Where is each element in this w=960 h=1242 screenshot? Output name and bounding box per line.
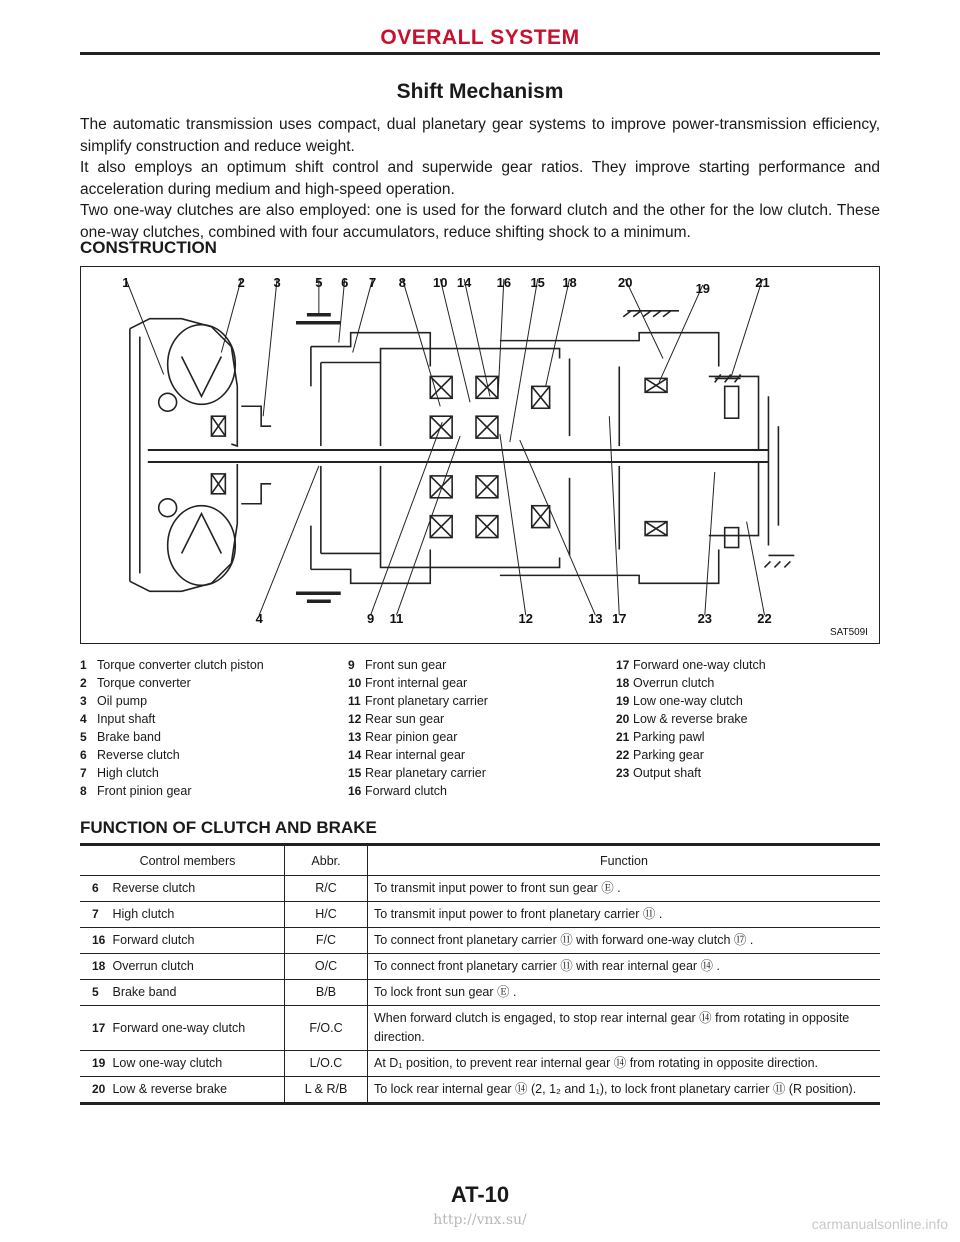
member-cell: 7 High clutch [80,902,285,928]
callout-8: 8 [398,274,407,290]
table-header-row [80,845,880,876]
transmission-cutaway-svg [81,267,879,643]
intro-paragraph: It also employs an optimum shift control and superwide gear ratios. They improve starting performance and acceleration during medium and high-speed operation. [80,159,880,198]
legend-item: 2 Torque converter [80,676,191,690]
column-header: Function [368,845,881,876]
legend-item: 7 High clutch [80,766,159,780]
callout-18: 18 [562,274,577,290]
member-cell: 16 Forward clutch [80,928,285,954]
intro-paragraph: The automatic transmission uses compact, dual planetary gear systems to improve power-transmission efficiency, simplify construction and reduce weight. [80,116,880,155]
table-row [80,1077,880,1104]
callout-2: 2 [237,274,245,290]
function-cell: To connect front planetary carrier ⑪ with forward one-way clutch ⑰ . [368,928,881,954]
callout-4: 4 [255,611,263,627]
abbr-cell: R/C [285,876,368,902]
diagram-code: SAT509I [829,627,868,639]
function-cell: When forward clutch is engaged, to stop rear internal gear ⑭ from rotating in opposite direction. [368,1006,881,1051]
legend-item: 11 Front planetary carrier [348,694,488,708]
function-cell: To transmit input power to front sun gear Ⓔ . [368,876,881,902]
function-cell: At D₁ position, to prevent rear internal gear ⑭ from rotating in opposite direction. [368,1051,881,1077]
legend-item: 17 Forward one-way clutch [616,658,766,672]
legend-item: 6 Reverse clutch [80,748,180,762]
function-table-wrap [80,843,880,1105]
abbr-cell: B/B [285,980,368,1006]
callout-7: 7 [368,274,377,290]
page-title: Shift Mechanism [396,80,564,103]
legend-item: 4 Input shaft [80,712,156,726]
column-header: Abbr. [285,845,368,876]
callout-16: 16 [496,274,512,290]
function-cell: To lock front sun gear Ⓔ . [368,980,881,1006]
legend-column [616,656,766,782]
table-row [80,980,880,1006]
transmission-diagram [80,266,880,644]
legend-column [80,656,264,800]
abbr-cell: O/C [285,954,368,980]
callout-11: 11 [389,611,404,627]
table-row [80,902,880,928]
function-cell: To connect front planetary carrier ⑪ with rear internal gear ⑭ . [368,954,881,980]
table-row [80,1006,880,1051]
member-cell: 5 Brake band [80,980,285,1006]
watermark: carmanualsonline.info [811,1216,948,1232]
function-cell: To transmit input power to front planetary carrier ⑪ . [368,902,881,928]
legend-item: 3 Oil pump [80,694,148,708]
legend-item: 23 Output shaft [616,766,702,780]
legend-item: 20 Low & reverse brake [616,712,748,726]
callout-23: 23 [697,611,712,627]
header-rule [80,52,880,55]
legend-item: 15 Rear planetary carrier [348,766,486,780]
column-header: Control members [80,845,285,876]
callout-15: 15 [530,274,545,290]
legend-item: 8 Front pinion gear [80,784,192,798]
legend-item: 14 Rear internal gear [348,748,466,762]
legend-item: 16 Forward clutch [348,784,447,798]
table-row [80,876,880,902]
legend-item: 10 Front internal gear [348,676,468,690]
function-cell: To lock rear internal gear ⑭ (2, 1₂ and 1₁), to lock front planetary carrier ⑪ (R position). [368,1077,881,1104]
legend-item: 5 Brake band [80,730,161,744]
table-row [80,928,880,954]
callout-9: 9 [366,611,375,627]
callout-19: 19 [695,280,711,296]
legend-item: 22 Parking gear [616,748,704,762]
abbr-cell: H/C [285,902,368,928]
callout-6: 6 [341,274,349,290]
legend-item: 19 Low one-way clutch [616,694,743,708]
callout-20: 20 [618,274,633,290]
callout-1: 1 [122,274,130,290]
callout-13: 13 [588,611,603,627]
construction-heading: CONSTRUCTION [80,238,217,257]
callout-21: 21 [755,274,770,290]
member-cell: 19 Low one-way clutch [80,1051,285,1077]
callout-22: 22 [757,611,772,627]
legend-item: 13 Rear pinion gear [348,730,458,744]
section-header: OVERALL SYSTEM [380,26,580,49]
intro-paragraph: Two one-way clutches are also employed: one is used for the forward clutch and the other for the low clutch. These one-way clutches, combined with four accumulators, reduce shifting shock to a minimum. [80,202,880,241]
callout-17: 17 [612,611,627,627]
callout-10: 10 [433,274,448,290]
legend-item: 12 Rear sun gear [348,712,445,726]
page-number: AT-10 [450,1182,510,1207]
legend-item: 21 Parking pawl [616,730,705,744]
abbr-cell: L & R/B [285,1077,368,1104]
member-cell: 6 Reverse clutch [80,876,285,902]
callout-12: 12 [518,611,533,627]
function-table [80,843,880,1105]
function-heading: FUNCTION OF CLUTCH AND BRAKE [80,818,377,837]
legend-item: 9 Front sun gear [348,658,447,672]
abbr-cell: F/C [285,928,368,954]
callout-5: 5 [315,274,323,290]
abbr-cell: F/O.C [285,1006,368,1051]
table-row [80,1051,880,1077]
legend-item: 1 Torque converter clutch piston [80,658,264,672]
footer-url-link[interactable]: http://vnx.su/ [433,1212,527,1228]
member-cell: 17 Forward one-way clutch [80,1006,285,1051]
intro-text [80,114,880,243]
member-cell: 20 Low & reverse brake [80,1077,285,1104]
callout-14: 14 [456,274,472,290]
table-row [80,954,880,980]
callout-3: 3 [273,274,281,290]
legend-item: 18 Overrun clutch [616,676,715,690]
abbr-cell: L/O.C [285,1051,368,1077]
member-cell: 18 Overrun clutch [80,954,285,980]
legend-column [348,656,488,800]
